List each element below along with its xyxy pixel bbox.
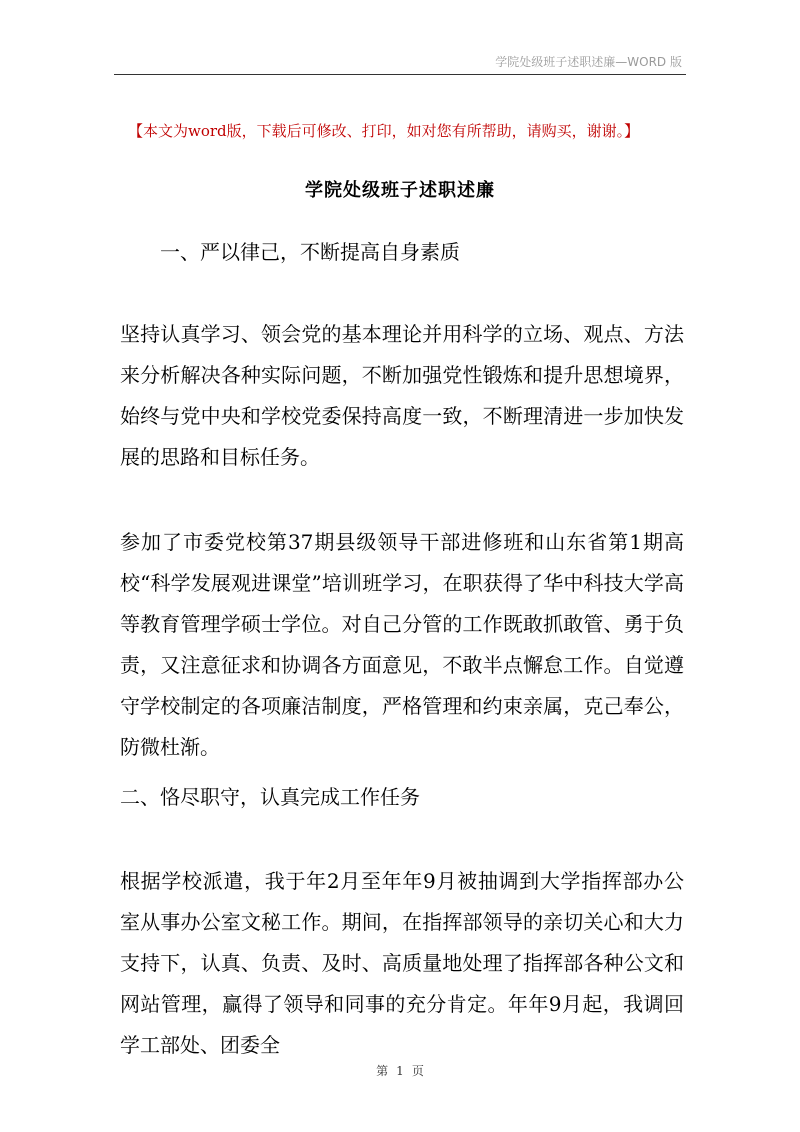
document-title: 学院处级班子述职述廉 [305,180,495,201]
download-notice: 【本文为word版，下载后可修改、打印，如对您有所帮助，请购买，谢谢。】 [128,122,640,140]
page-footer [0,1062,800,1079]
page-number: 1 [396,1064,404,1078]
section-1-heading: 一、严以律己，不断提高自身素质 [160,240,460,264]
running-header: 学院处级班子述职述廉—WORD 版 [495,55,682,69]
footer-suffix: 页 [411,1064,424,1078]
paragraph-2: 参加了市委党校第37期县级领导干部进修班和山东省第1期高校“科学发展观进课堂”培训班学习，在职获得了华中科技大学高等教育管理学硕士学位。对自己分管的工作既敢抓敢管、勇于负责，又注意征求和协调各方面意见，不敢半点懈怠工作。自觉遵守学校制定的各项廉洁制度，严格管理和约束亲属，克己奉公，防微杜渐。 [120,530,684,759]
paragraph-3: 根据学校派遣，我于年2月至年年9月被抽调到大学指挥部办公室从事办公室文秘工作。期间，在指挥部领导的亲切关心和大力支持下，认真、负责、及时、高质量地处理了指挥部各种公文和网站管理，赢得了领导和同事的充分肯定。年年9月起，我调回学工部处、团委全 [120,869,684,1057]
section-2-heading: 二、恪尽职守，认真完成工作任务 [120,785,420,809]
footer-prefix: 第 [376,1064,389,1078]
header-divider [114,74,686,75]
paragraph-1: 坚持认真学习、领会党的基本理论并用科学的立场、观点、方法来分析解决各种实际问题，不断加强党性锻炼和提升思想境界，始终与党中央和学校党委保持高度一致，不断理清进一步加快发展的思路和目标任务。 [120,322,684,469]
